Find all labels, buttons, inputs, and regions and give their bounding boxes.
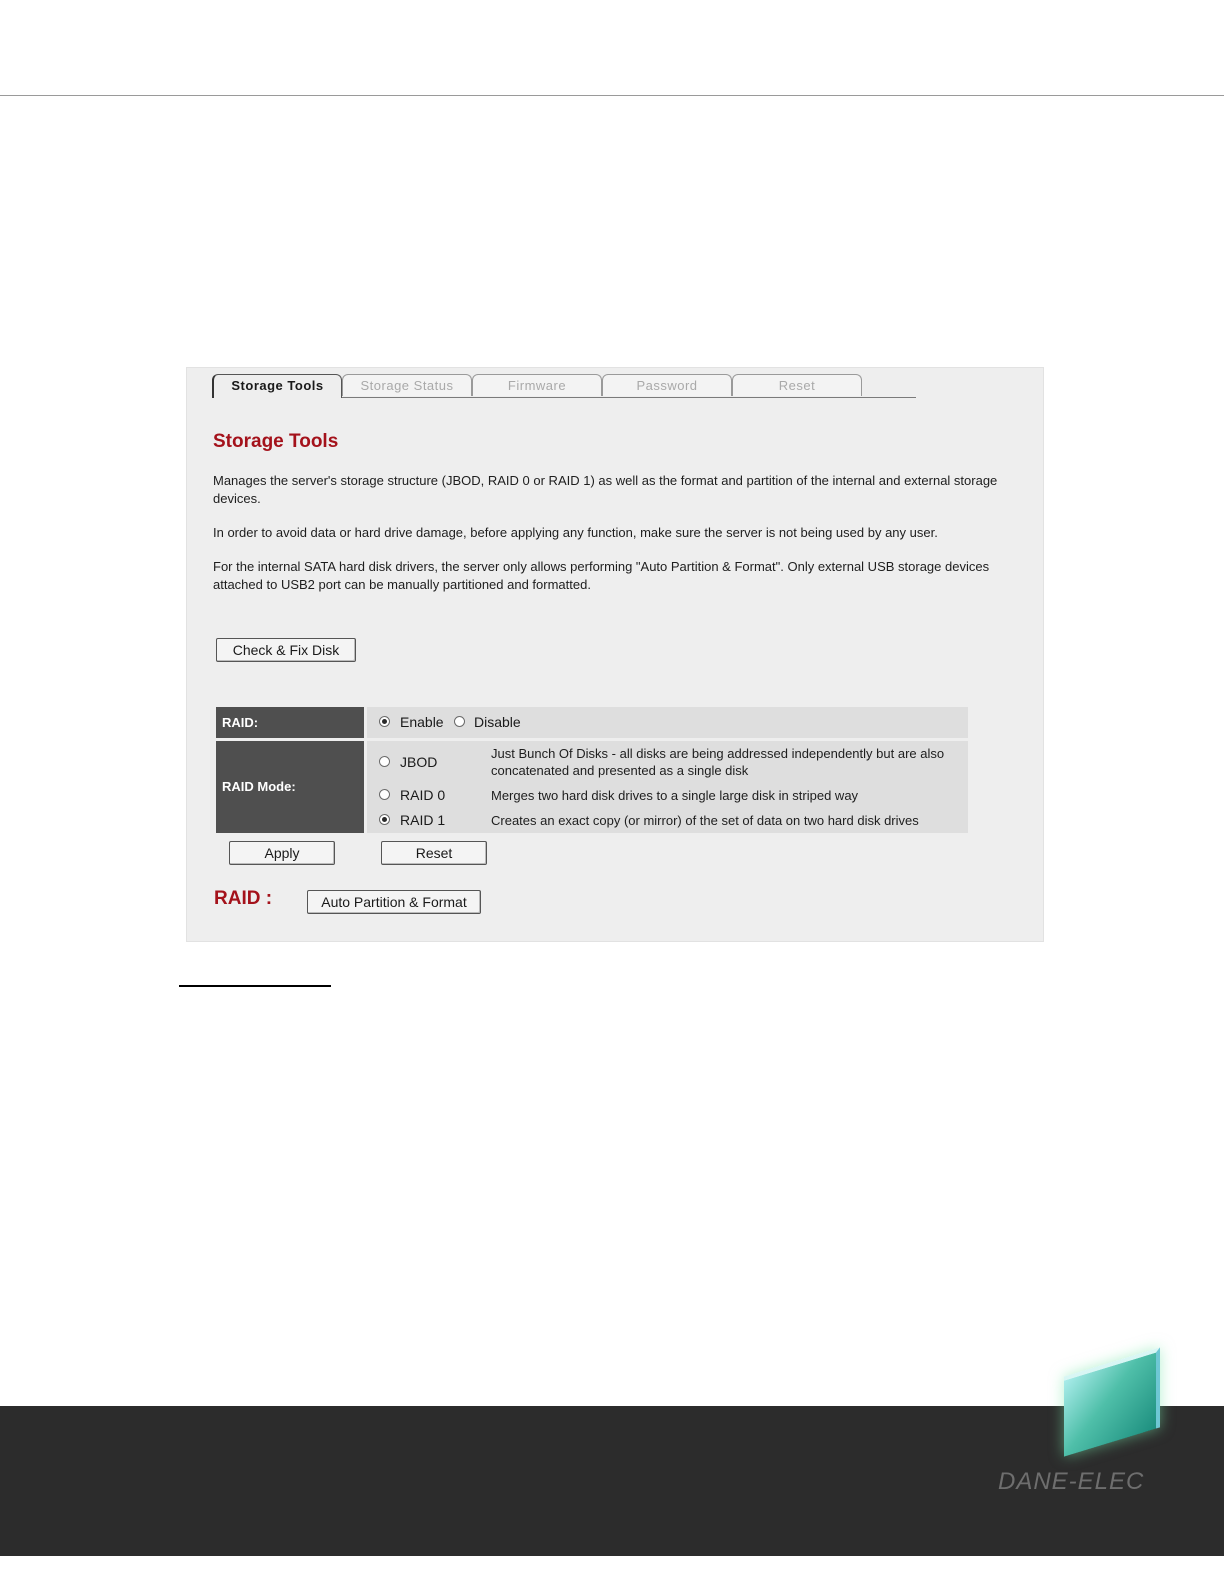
tab-reset[interactable]: Reset bbox=[732, 374, 862, 396]
raid-mode-raid0-description: Merges two hard disk drives to a single large disk in striped way bbox=[491, 788, 859, 803]
tab-bar bbox=[212, 372, 916, 398]
raid-mode-raid1-description: Creates an exact copy (or mirror) of the set of data on two hard disk drives bbox=[491, 813, 919, 828]
raid-label-cell: RAID: bbox=[216, 707, 364, 738]
raid-mode-raid1-radio[interactable] bbox=[379, 814, 390, 825]
raid-disable-label: Disable bbox=[474, 714, 521, 730]
tab-storage-tools[interactable]: Storage Tools bbox=[212, 374, 342, 398]
warning-paragraph: In order to avoid data or hard drive damage, before applying any function, make sure the server is not being used by any user. bbox=[213, 525, 938, 540]
raid-mode-value-cell bbox=[367, 741, 968, 833]
auto-partition-format-button[interactable]: Auto Partition & Format bbox=[307, 890, 481, 914]
page-title: Storage Tools bbox=[213, 431, 339, 452]
raid-mode-jbod-label: JBOD bbox=[400, 754, 438, 770]
intro-paragraph: Manages the server's storage structure (JBOD, RAID 0 or RAID 1) as well as the format and partition of the internal and external storage devices. bbox=[213, 473, 998, 506]
raid-mode-label-cell: RAID Mode: bbox=[216, 741, 364, 833]
apply-button[interactable]: Apply bbox=[229, 841, 335, 865]
top-divider bbox=[0, 95, 1224, 96]
storage-tools-panel bbox=[186, 367, 1044, 942]
brand-logo-text: DANE-ELEC bbox=[998, 1468, 1145, 1495]
check-fix-disk-button[interactable]: Check & Fix Disk bbox=[216, 638, 356, 662]
raid-value-cell bbox=[367, 707, 968, 738]
sata-note-paragraph: For the internal SATA hard disk drivers, the server only allows performing "Auto Partition & Format". Only external USB storage devices attached to USB2 port can be manually partitioned and formatted. bbox=[213, 559, 990, 592]
raid-enable-label: Enable bbox=[400, 714, 444, 730]
tab-password[interactable]: Password bbox=[602, 374, 732, 396]
raid-mode-jbod-description: Just Bunch Of Disks - all disks are being addressed independently but are also concatenated and presented as a single disk bbox=[491, 746, 945, 778]
raid-disable-radio[interactable] bbox=[454, 716, 465, 727]
raid-mode-jbod-radio[interactable] bbox=[379, 756, 390, 767]
raid-mode-raid1-label: RAID 1 bbox=[400, 812, 446, 828]
raid-format-heading: RAID : bbox=[214, 888, 273, 909]
reset-button[interactable]: Reset bbox=[381, 841, 487, 865]
raid-enable-radio[interactable] bbox=[379, 716, 390, 727]
raid-settings-table bbox=[216, 707, 968, 833]
tab-storage-status[interactable]: Storage Status bbox=[342, 374, 472, 396]
tab-firmware[interactable]: Firmware bbox=[472, 374, 602, 396]
raid-mode-raid0-radio[interactable] bbox=[379, 789, 390, 800]
caption-underline bbox=[179, 985, 331, 987]
raid-mode-raid0-label: RAID 0 bbox=[400, 787, 446, 803]
